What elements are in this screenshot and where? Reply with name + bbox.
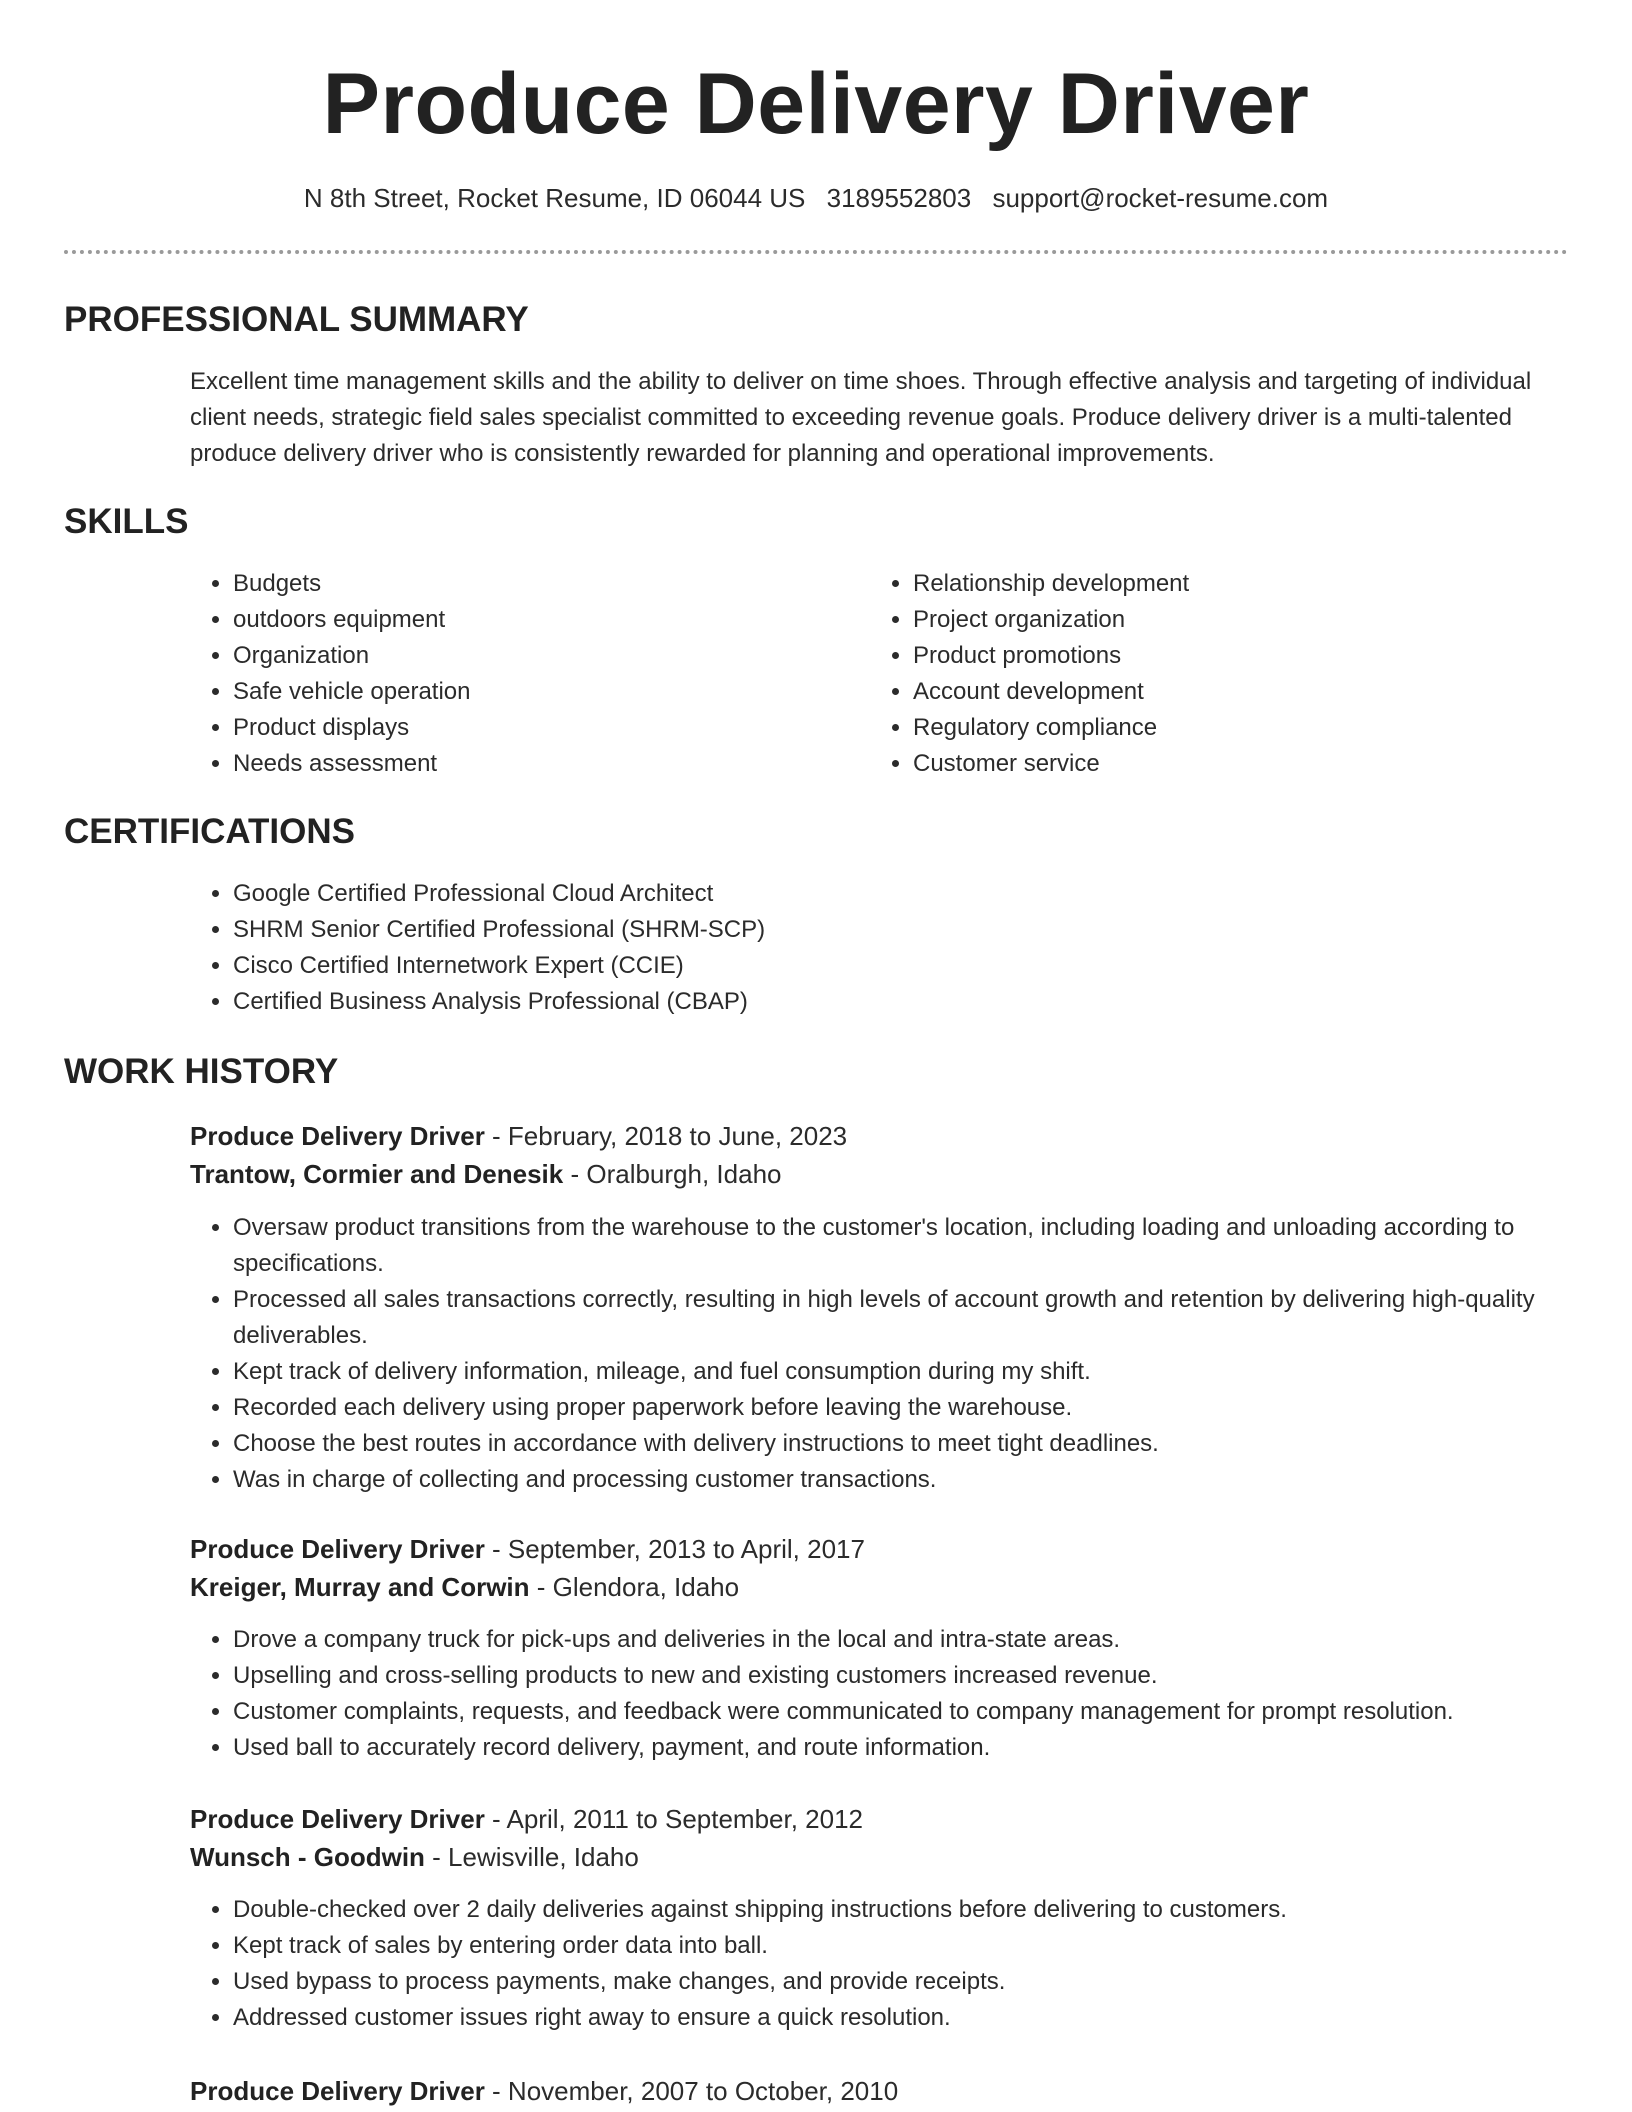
job-bullet: • Used ball to accurately record delivery, payment, and route information. [233,1730,1603,1766]
job-bullets [190,1892,1603,2036]
job-company-line [190,1568,739,1606]
skill-item: • Product displays [233,710,853,746]
skill-item: • Customer service [913,746,1533,782]
skill-item: • Regulatory compliance [913,710,1533,746]
job-bullets [190,1622,1603,1766]
job-company: Trantow, Cormier and Denesik [190,1159,564,1189]
job-bullet: • Was in charge of collecting and processing customer transactions. [233,1462,1603,1498]
job-company-line [190,1155,781,1193]
job-company: Kreiger, Murray and Corwin [190,1572,530,1602]
certification-item: • Google Certified Professional Cloud Architect [233,876,1533,912]
job-dates: - February, 2018 to June, 2023 [484,1121,848,1151]
job-title-line [190,2072,898,2110]
job-bullet: • Processed all sales transactions correctly, resulting in high levels of account growth and retention by delivering high-quality deliverables. [233,1282,1603,1354]
job-location: - Glendora, Idaho [529,1572,740,1602]
certifications-heading: CERTIFICATIONS [64,812,356,851]
summary-heading: PROFESSIONAL SUMMARY [64,300,529,339]
job-location: - Lewisville, Idaho [424,1842,639,1872]
job-dates: - November, 2007 to October, 2010 [484,2076,899,2106]
contact-email: support@rocket-resume.com [992,183,1329,213]
certification-item: • Cisco Certified Internetwork Expert (CCIE) [233,948,1533,984]
skill-item: • Needs assessment [233,746,853,782]
job-bullet: • Kept track of sales by entering order data into ball. [233,1928,1603,1964]
job-title: Produce Delivery Driver [190,1534,485,1564]
job-bullet: • Recorded each delivery using proper paperwork before leaving the warehouse. [233,1390,1603,1426]
work-history-heading: WORK HISTORY [64,1052,339,1091]
job-bullet: • Addressed customer issues right away to ensure a quick resolution. [233,2000,1603,2036]
job-bullet: • Customer complaints, requests, and feedback were communicated to company management for prompt resolution. [233,1694,1603,1730]
skill-item: • outdoors equipment [233,602,853,638]
skills-list-left [190,566,853,782]
skill-item: • Account development [913,674,1533,710]
summary-text: Excellent time management skills and the ability to deliver on time shoes. Through effective analysis and targeting of individual client needs, strategic field sales specialist committed to exceeding revenue goals. Produce delivery driver is a multi-talented produce delivery driver who is consistently rewarded for planning and operational improvements. [190,368,1532,467]
contact-info [0,180,1632,216]
job-title: Produce Delivery Driver [190,2076,485,2106]
job-dates: - April, 2011 to September, 2012 [484,1804,864,1834]
job-company: Wunsch - Goodwin [190,1842,425,1872]
job-bullet: • Oversaw product transitions from the warehouse to the customer's location, including loading and unloading according to specifications. [233,1210,1603,1282]
job-title-line [190,1117,847,1155]
job-bullet: • Double-checked over 2 daily deliveries against shipping instructions before delivering to customers. [233,1892,1603,1928]
job-bullet: • Upselling and cross-selling products to new and existing customers increased revenue. [233,1658,1603,1694]
header-divider [64,250,1568,254]
job-title: Produce Delivery Driver [190,1121,485,1151]
job-bullet: • Kept track of delivery information, mileage, and fuel consumption during my shift. [233,1354,1603,1390]
job-title-line [190,1530,865,1568]
skills-heading: SKILLS [64,502,189,541]
job-company-line [190,1838,639,1876]
candidate-name: Produce Delivery Driver [322,56,1310,152]
job-title-line [190,1800,863,1838]
job-bullet: • Used bypass to process payments, make changes, and provide receipts. [233,1964,1603,2000]
certifications-list [190,876,1533,1020]
contact-phone: 3189552803 [826,183,972,213]
job-bullets [190,1210,1603,1498]
job-title: Produce Delivery Driver [190,1804,485,1834]
skill-item: • Relationship development [913,566,1533,602]
job-bullet: • Drove a company truck for pick-ups and deliveries in the local and intra-state areas. [233,1622,1603,1658]
skills-list-right [870,566,1533,782]
certification-item: • Certified Business Analysis Professional (CBAP) [233,984,1533,1020]
job-bullet: • Choose the best routes in accordance with delivery instructions to meet tight deadlines. [233,1426,1603,1462]
skill-item: • Organization [233,638,853,674]
skill-item: • Project organization [913,602,1533,638]
job-dates: - September, 2013 to April, 2017 [484,1534,865,1564]
skill-item: • Safe vehicle operation [233,674,853,710]
job-location: - Oralburgh, Idaho [563,1159,782,1189]
skill-item: • Product promotions [913,638,1533,674]
skill-item: • Budgets [233,566,853,602]
contact-address: N 8th Street, Rocket Resume, ID 06044 US [303,183,806,213]
certification-item: • SHRM Senior Certified Professional (SHRM-SCP) [233,912,1533,948]
